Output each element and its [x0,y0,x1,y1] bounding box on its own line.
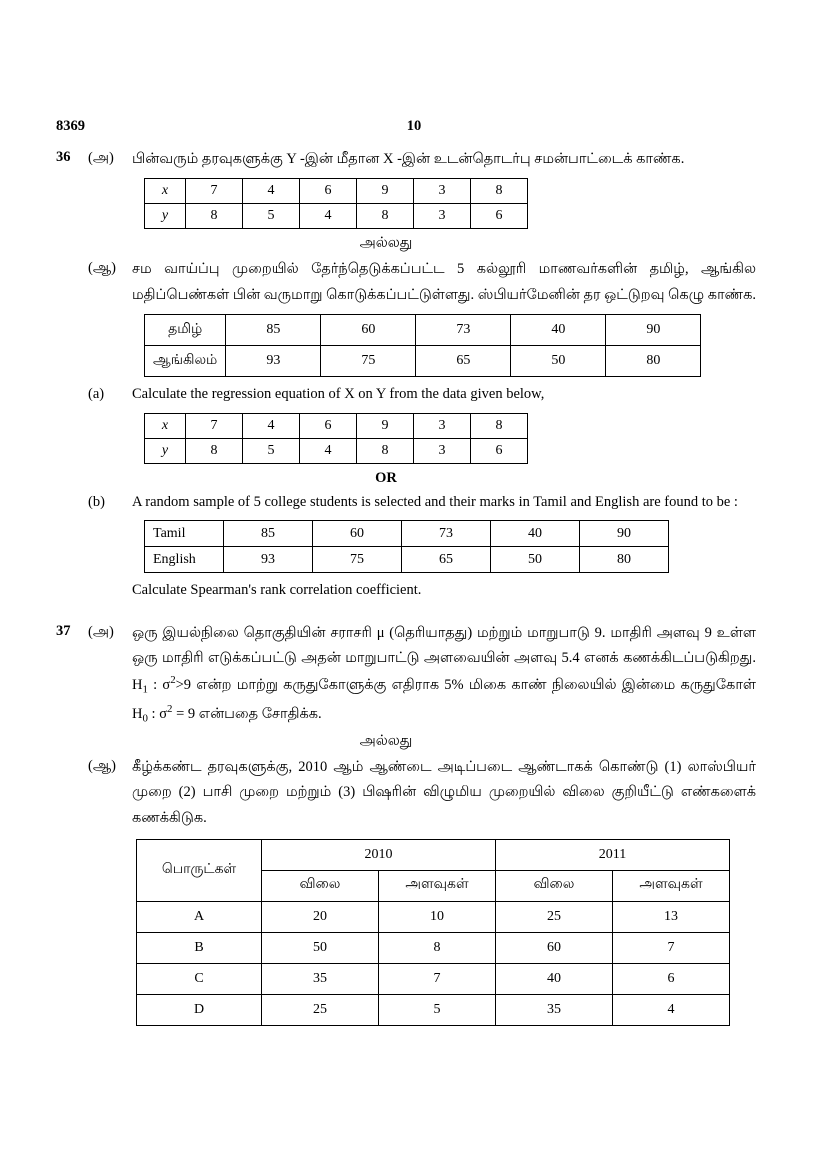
cell: 8 [379,932,496,963]
question-36 [56,147,756,603]
q37-number: 37 [56,622,71,639]
table-row [137,932,730,963]
cell: 90 [580,521,669,547]
cell: 20 [262,901,379,932]
q37-part-a-text [132,621,756,729]
cell: 50 [491,547,580,573]
row-label: x [145,179,186,204]
q36-table-b [144,314,701,377]
page-number: 10 [406,118,422,134]
cell: 8 [471,413,528,438]
paper-code: 8369 [56,118,85,134]
q36-table-a [144,178,528,229]
cell: 93 [224,547,313,573]
page-header [56,118,756,135]
cell: 8 [357,438,414,463]
row-label: தமிழ் [145,315,226,346]
cell: 60 [496,932,613,963]
cell: 60 [313,521,402,547]
row-label: ஆங்கிலம் [145,346,226,377]
header-qty-2010: அளவுகள் [379,870,496,901]
q36-or-english: OR [375,469,397,486]
table-row [137,963,730,994]
q37-part-a-label: (அ) [88,623,114,640]
q36-part-b-en-after [88,579,756,602]
cell: 40 [491,521,580,547]
q36-part-a-ta [56,147,756,172]
cell: 8 [357,204,414,229]
cell: 25 [262,994,379,1025]
cell: 6 [471,438,528,463]
header-price-2010: விலை [262,870,379,901]
q36-part-b-en-text: A random sample of 5 college students is selected and their marks in Tamil and English are found to be : [132,493,738,510]
q36-part-a-en-text: Calculate the regression equation of X on Y from the data given below, [132,386,545,403]
header-year-2010: 2010 [262,839,496,870]
cell: 8 [186,438,243,463]
cell: 60 [321,315,416,346]
cell: 8 [471,179,528,204]
cell: 3 [414,204,471,229]
cell: 4 [243,179,300,204]
q36-number: 36 [56,149,71,165]
q37-text-mid2: >9 என்ற மாற்று கருதுகோளுக்கு எதிராக 5% மிகை காண் நிலையில் இன்மை கருதுகோள் H [132,677,756,722]
table-row [137,901,730,932]
cell: 73 [416,315,511,346]
q37-part-b-label: (ஆ) [88,757,116,774]
cell: 40 [511,315,606,346]
cell: 35 [496,994,613,1025]
header-qty-2011: அளவுகள் [613,870,730,901]
q36-part-b-text: சம வாய்ப்பு முறையில் தேர்ந்தெடுக்கப்பட்ட 5 கல்லூரி மாணவர்களின் தமிழ், ஆங்கில மதிப்பெண்கள் பின் வருமாறு கொடுக்கப்பட்டுள்ளது. ஸ்பியர்மேனின் தர ஒட்டுறவு கெழு காண்க. [132,261,756,303]
cell: 6 [471,204,528,229]
cell: 65 [416,346,511,377]
cell: 10 [379,901,496,932]
q37-text-post: = 9 என்பதை சோதிக்க. [172,705,322,722]
q37-sup-1: 2 [170,674,176,687]
cell: 6 [300,179,357,204]
cell: 4 [300,438,357,463]
q37-sub-1: 1 [142,684,148,697]
q37-sub-2: 0 [142,712,148,725]
cell: 6 [613,963,730,994]
q37-sup-2: 2 [167,703,173,716]
q37-part-b-ta [88,755,756,831]
row-label: English [145,547,224,573]
table-header-row [137,839,730,870]
table-row [145,521,669,547]
table-row [145,346,701,377]
cell: 40 [496,963,613,994]
cell: 9 [357,413,414,438]
cell: C [137,963,262,994]
q36-part-b-label: (ஆ) [88,260,116,277]
row-label: y [145,204,186,229]
cell: 75 [313,547,402,573]
q36-table-a-en [144,413,528,464]
cell: 6 [300,413,357,438]
cell: 7 [186,413,243,438]
cell: A [137,901,262,932]
header-price-2011: விலை [496,870,613,901]
cell: D [137,994,262,1025]
row-label: Tamil [145,521,224,547]
q37-part-b-text: கீழ்க்கண்ட தரவுகளுக்கு, 2010 ஆம் ஆண்டை அடிப்படை ஆண்டாகக் கொண்டு (1) லாஸ்பியர் முறை (2) பாசி முறை மற்றும் (3) பிஷரின் விழுமிய முறையில் விலை குறியீட்டு எண்களைக் கணக்கிடுக. [132,758,756,826]
cell: 3 [414,438,471,463]
table-row [145,204,528,229]
cell: 9 [357,179,414,204]
cell: 35 [262,963,379,994]
cell: 73 [402,521,491,547]
q36-part-b-ta [88,257,756,308]
cell: 7 [379,963,496,994]
cell: 7 [613,932,730,963]
cell: 65 [402,547,491,573]
q37-index-table [136,839,730,1026]
cell: 5 [379,994,496,1025]
cell: 50 [511,346,606,377]
row-label: y [145,438,186,463]
cell: 75 [321,346,416,377]
table-row [137,994,730,1025]
cell: 90 [606,315,701,346]
q37-text-mid3: : σ [147,705,168,722]
q37-text-mid: : σ [147,677,171,694]
q36-table-b-en [144,520,669,573]
q36-part-b-en-after-text: Calculate Spearman's rank correlation coefficient. [132,582,422,599]
cell: 85 [224,521,313,547]
table-row [145,547,669,573]
cell: 93 [226,346,321,377]
cell: 80 [606,346,701,377]
q36-part-a-text: பின்வரும் தரவுகளுக்கு Y -இன் மீதான X -இன் உடன்தொடர்பு சமன்பாட்டைக் காண்க. [132,151,685,167]
question-37 [56,621,756,1026]
cell: 3 [414,179,471,204]
cell: 50 [262,932,379,963]
cell: 4 [613,994,730,1025]
q36-part-a-en-label: (a) [88,386,105,403]
q37-text-pre: ஒரு இயல்நிலை தொகுதியின் சராசரி μ (தெரியாதது) மற்றும் மாறுபாடு 9. மாதிரி அளவு 9 உள்ள ஒரு மாதிரி எடுக்கப்பட்டு அதன் மாறுபாட்டு அளவையின் அளவு 5.4 எனக் கணக்கிடப்படுகிறது. H [132,624,756,694]
cell: 5 [243,204,300,229]
cell: 8 [186,204,243,229]
cell: 13 [613,901,730,932]
cell: B [137,932,262,963]
cell: 4 [300,204,357,229]
cell: 7 [186,179,243,204]
q36-part-b-en-label: (b) [88,493,105,510]
q36-part-a-en [88,383,756,406]
header-year-2011: 2011 [496,839,730,870]
header-items: பொருட்கள் [137,839,262,901]
table-row [145,413,528,438]
table-row [145,179,528,204]
cell: 80 [580,547,669,573]
table-row [145,315,701,346]
cell: 25 [496,901,613,932]
q37-or-tamil: அல்லது [359,732,413,749]
q36-part-b-en [88,491,756,514]
cell: 5 [243,438,300,463]
q37-part-a-ta [56,621,756,729]
cell: 4 [243,413,300,438]
q36-or-tamil: அல்லது [359,235,413,252]
cell: 3 [414,413,471,438]
q36-part-a-label: (அ) [88,150,114,166]
table-row [145,438,528,463]
cell: 85 [226,315,321,346]
row-label: x [145,413,186,438]
